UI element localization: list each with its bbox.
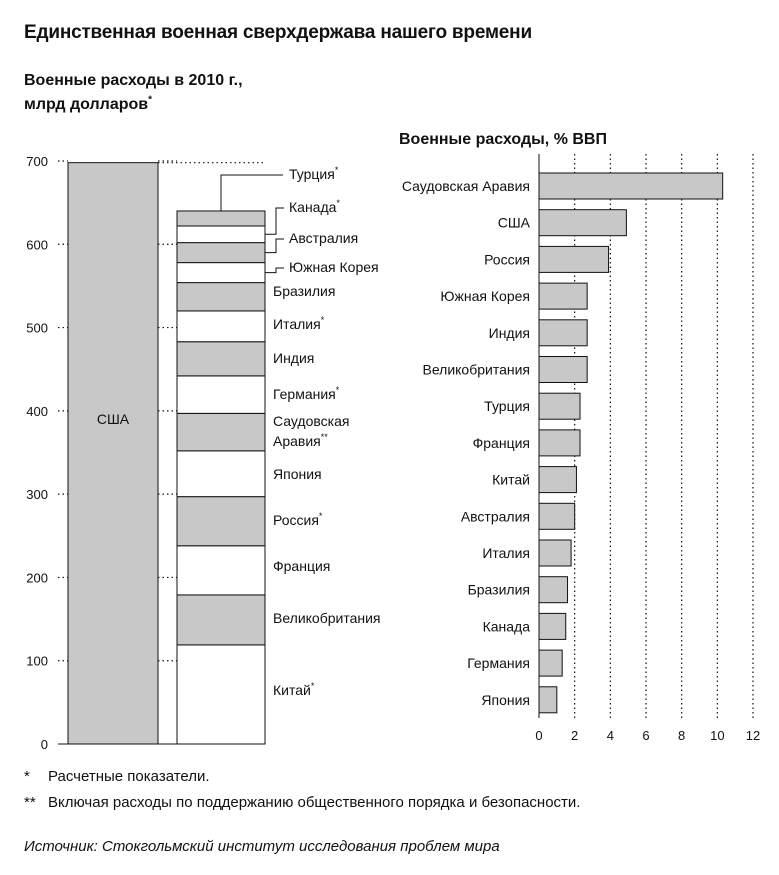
left-chart <box>0 0 400 760</box>
stack-seg-5-label-mark: ** <box>320 432 328 442</box>
stack-seg-6-label-mark: * <box>335 385 340 395</box>
x-tick-label-3: 6 <box>642 728 650 743</box>
bar-13 <box>539 650 562 676</box>
bar-1 <box>539 210 626 236</box>
bar-9 <box>539 503 575 529</box>
stack-seg-8-label: Италия* <box>273 315 325 332</box>
category-label-8: Китай <box>492 471 530 488</box>
category-label-6: Турция <box>484 398 530 415</box>
x-tick-label-5: 10 <box>710 728 725 743</box>
category-label-1: США <box>497 214 530 231</box>
stack-seg-9 <box>177 283 265 311</box>
stack-seg-3-label: Россия* <box>273 511 323 528</box>
x-tick-label-6: 12 <box>745 728 761 743</box>
stack-seg-12-leader <box>265 208 284 234</box>
bar-usa-label: США <box>96 411 130 427</box>
stack-seg-10-label: Южная Корея <box>289 259 379 275</box>
category-label-2: Россия <box>484 251 530 268</box>
category-label-12: Канада <box>482 618 530 635</box>
left-chart-title: Военные расходы в 2010 г., <box>24 72 243 89</box>
category-label-3: Южная Корея <box>440 288 530 305</box>
stack-seg-10 <box>177 263 265 283</box>
category-label-7: Франция <box>472 434 530 451</box>
stack-seg-0-label: Китай* <box>273 681 315 698</box>
bar-0 <box>539 173 723 199</box>
stack-seg-1-label: Великобритания <box>273 610 381 626</box>
footnote-2-mark: ** <box>24 794 36 811</box>
stack-seg-4 <box>177 451 265 497</box>
stack-seg-12-label: Канада* <box>289 198 340 215</box>
footnote-1-mark: * <box>24 768 30 785</box>
stack-seg-2-label: Франция <box>273 558 331 574</box>
stack-seg-11-label: Австралия <box>289 230 359 246</box>
stack-seg-4-label: Япония <box>273 466 322 482</box>
stack-seg-5-label-line2: Аравия** <box>273 432 328 449</box>
stack-seg-13 <box>177 211 265 226</box>
bar-3 <box>539 283 587 309</box>
stack-seg-8-label-mark: * <box>320 315 325 325</box>
y-tick-label-1: 100 <box>26 653 48 669</box>
y-tick-label-5: 500 <box>26 320 48 336</box>
x-tick-label-1: 2 <box>571 728 579 743</box>
stack-seg-2 <box>177 546 265 595</box>
stack-seg-13-label: Турция* <box>289 165 339 182</box>
stack-seg-13-label-mark: * <box>334 165 339 175</box>
bar-7 <box>539 430 580 456</box>
stack-seg-8 <box>177 311 265 342</box>
stack-seg-6-label: Германия* <box>273 385 340 402</box>
bar-5 <box>539 357 587 383</box>
y-tick-label-4: 400 <box>26 403 48 419</box>
category-label-5: Великобритания <box>422 361 530 378</box>
bar-12 <box>539 613 566 639</box>
y-tick-label-7: 700 <box>26 154 48 169</box>
stack-seg-7 <box>177 342 265 376</box>
y-tick-label-6: 600 <box>26 237 48 253</box>
stack-seg-11 <box>177 243 265 263</box>
bar-10 <box>539 540 571 566</box>
x-tick-label-2: 4 <box>606 728 614 743</box>
y-tick-label-3: 300 <box>26 487 48 503</box>
left-chart-title-line2: млрд долларов* <box>24 94 153 113</box>
source-note: Источник: Стокгольмский институт исследования проблем мира <box>24 838 500 855</box>
stack-seg-0 <box>177 645 265 744</box>
bar-2 <box>539 246 609 272</box>
bar-4 <box>539 320 587 346</box>
stack-seg-7-label: Индия <box>273 350 315 366</box>
x-tick-label-4: 8 <box>678 728 686 743</box>
page-title: Единственная военная сверхдержава нашего времени <box>24 22 532 43</box>
bar-11 <box>539 577 568 603</box>
category-label-14: Япония <box>481 691 530 708</box>
footnote-2-text: Включая расходы по поддержанию общественного порядка и безопасности. <box>48 794 581 811</box>
bar-14 <box>539 687 557 713</box>
stack-seg-0-label-mark: * <box>310 681 315 691</box>
right-chart <box>380 150 775 750</box>
stack-seg-6 <box>177 376 265 413</box>
y-tick-label-0: 0 <box>40 737 48 752</box>
footnote-2 <box>24 794 580 811</box>
stack-seg-13-leader <box>221 175 283 211</box>
category-label-10: Италия <box>482 545 530 561</box>
stack-seg-12-label-mark: * <box>336 198 340 208</box>
stack-seg-9-label: Бразилия <box>273 283 336 299</box>
stack-seg-12 <box>177 226 265 243</box>
category-label-11: Бразилия <box>467 581 530 598</box>
stack-seg-11-leader <box>265 239 284 253</box>
category-label-9: Австралия <box>460 508 530 525</box>
footnote-1 <box>24 768 210 785</box>
category-label-13: Германия <box>467 655 530 672</box>
footnote-1-text: Расчетные показатели. <box>48 768 210 785</box>
bar-usa <box>68 163 158 744</box>
right-chart-title: Военные расходы, % ВВП <box>399 131 607 148</box>
stack-seg-3 <box>177 497 265 546</box>
category-label-0: Саудовская Аравия <box>401 178 530 194</box>
x-tick-label-0: 0 <box>535 728 543 743</box>
bar-8 <box>539 467 576 493</box>
stack-seg-3-label-mark: * <box>318 511 323 521</box>
stack-seg-10-leader <box>265 268 284 273</box>
bar-6 <box>539 393 580 419</box>
category-label-4: Индия <box>488 324 530 341</box>
stack-seg-5 <box>177 413 265 450</box>
y-tick-label-2: 200 <box>26 570 48 586</box>
stack-seg-1 <box>177 595 265 645</box>
stack-seg-5-label-line1: Саудовская <box>273 413 350 429</box>
